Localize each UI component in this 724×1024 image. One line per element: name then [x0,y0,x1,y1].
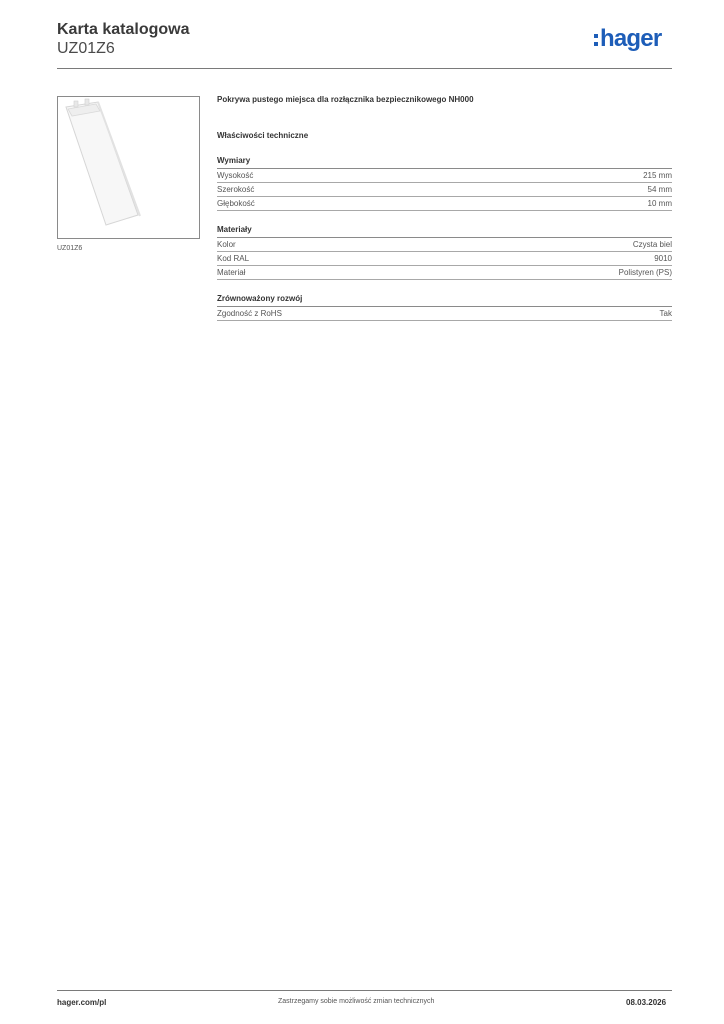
section-dimensions [217,156,672,211]
image-caption: UZ01Z6 [57,245,83,252]
table-row [217,183,672,197]
table-row [217,252,672,266]
row-value: 10 mm [647,199,672,208]
cover-plate-icon [58,97,199,238]
header-divider [57,68,672,69]
section-heading: Wymiary [217,156,672,169]
section-heading: Materiały [217,225,672,238]
technical-properties-title: Właściwości techniczne [217,131,309,140]
product-description-block [217,95,672,104]
footer-date: 08.03.2026 [626,998,667,1007]
row-label: Zgodność z RoHS [217,309,282,318]
section-sustainability [217,294,672,321]
row-value: Czysta biel [632,240,672,249]
row-value: Polistyren (PS) [618,268,672,277]
logo-wordmark: hager [600,25,662,52]
table-row [217,169,672,183]
row-value: Tak [659,309,672,318]
row-label: Kod RAL [217,254,250,263]
footer-website: hager.com/pl [57,998,107,1007]
table-row [217,266,672,280]
row-label: Materiał [217,268,246,277]
row-label: Wysokość [217,171,254,180]
logo-dots-icon [594,34,598,48]
row-label: Szerokość [217,185,255,194]
section-materials [217,225,672,280]
table-row [217,238,672,252]
product-code: UZ01Z6 [57,40,115,57]
row-value: 215 mm [643,171,672,180]
section-heading: Zrównoważony rozwój [217,294,672,307]
row-value: 9010 [654,254,672,263]
row-label: Kolor [217,240,236,249]
product-image [57,96,200,239]
row-value: 54 mm [647,185,672,194]
document-title: Karta katalogowa [57,21,190,38]
product-description: Pokrywa pustego miejsca dla rozłącznika bezpiecznikowego NH000 [217,95,474,104]
row-label: Głębokość [217,199,255,208]
table-row [217,197,672,211]
footer-divider [57,990,672,991]
table-row [217,307,672,321]
footer-disclaimer: Zastrzegamy sobie możliwość zmian technicznych [278,998,435,1005]
